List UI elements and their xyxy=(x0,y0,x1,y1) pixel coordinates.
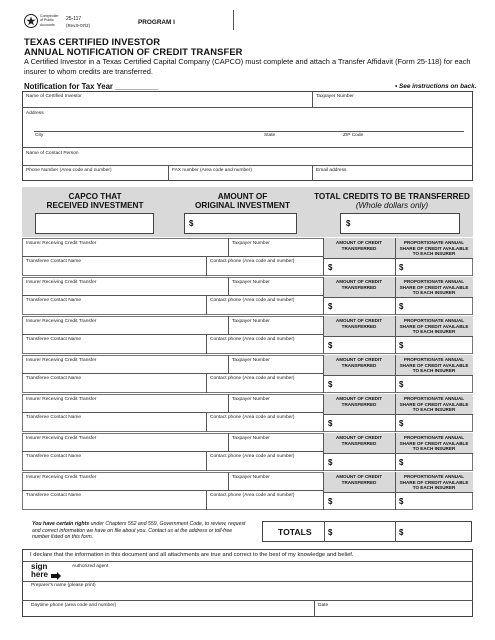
insurer-taxpayer-field[interactable]: Taxpayer Number xyxy=(232,241,270,246)
rights-notice: You have certain rights under Chapters 552 and 559, Government Code, to review, request and correct information we have on file about you. Contact us at the address or toll-free number listed on this form. xyxy=(32,521,246,540)
dollar-sign: $ xyxy=(346,219,351,228)
proportionate-share-input[interactable]: $ xyxy=(399,302,404,311)
contact-person-field[interactable]: Name of Contact Person xyxy=(26,151,79,156)
insurer-name-field[interactable]: Insurer Receiving Credit Transfer xyxy=(26,436,97,441)
contact-phone-field[interactable]: Contact phone (Area code and number) xyxy=(210,376,295,381)
proportionate-share-header: PROPORTIONATE ANNUAL SHARE OF CREDIT AVAILABLE TO EACH INSURER xyxy=(399,240,469,256)
proportionate-share-header: PROPORTIONATE ANNUAL SHARE OF CREDIT AVAILABLE TO EACH INSURER xyxy=(399,279,469,295)
totals-amount-dollar: $ xyxy=(328,528,333,537)
insurer-name-field[interactable]: Insurer Receiving Credit Transfer xyxy=(26,358,97,363)
contact-phone-field[interactable]: Contact phone (Area code and number) xyxy=(210,454,295,459)
transferee-contact-field[interactable]: Transferee Contact Name xyxy=(26,454,82,459)
instructions-note: • See instructions on back. xyxy=(395,83,477,90)
original-investment-header: AMOUNT OF ORIGINAL INVESTMENT xyxy=(195,192,290,211)
totals-label: TOTALS xyxy=(278,527,312,537)
transferee-contact-field[interactable]: Transferee Contact Name xyxy=(26,298,82,303)
transferee-contact-field[interactable]: Transferee Contact Name xyxy=(26,415,82,420)
proportionate-share-header: PROPORTIONATE ANNUAL SHARE OF CREDIT AVAILABLE TO EACH INSURER xyxy=(399,357,469,373)
amount-transferred-input[interactable]: $ xyxy=(328,302,333,311)
contact-phone-field[interactable]: Contact phone (Area code and number) xyxy=(210,493,295,498)
proportionate-share-input[interactable]: $ xyxy=(399,380,404,389)
proportionate-share-input[interactable]: $ xyxy=(399,263,404,272)
insurer-name-field[interactable]: Insurer Receiving Credit Transfer xyxy=(26,475,97,480)
transferee-contact-field[interactable]: Transferee Contact Name xyxy=(26,376,82,381)
insurer-taxpayer-field[interactable]: Taxpayer Number xyxy=(232,397,270,402)
contact-phone-field[interactable]: Contact phone (Area code and number) xyxy=(210,298,295,303)
amount-transferred-header: AMOUNT OF CREDIT TRANSFERRED xyxy=(335,318,383,329)
fax-field[interactable]: FAX number (Area code and number) xyxy=(172,168,252,173)
amount-transferred-input[interactable]: $ xyxy=(328,341,333,350)
preparer-name-field[interactable]: Preparer's name (please print) xyxy=(31,583,96,588)
proportionate-share-input[interactable]: $ xyxy=(399,419,404,428)
form-number: 25-117 xyxy=(66,16,82,22)
contact-phone-field[interactable]: Contact phone (Area code and number) xyxy=(210,259,295,264)
contact-phone-field[interactable]: Contact phone (Area code and number) xyxy=(210,415,295,420)
amount-transferred-header: AMOUNT OF CREDIT TRANSFERRED xyxy=(335,279,383,290)
date-field[interactable]: Date xyxy=(318,603,329,608)
dollar-sign: $ xyxy=(189,219,194,228)
proportionate-share-header: PROPORTIONATE ANNUAL SHARE OF CREDIT AVAILABLE TO EACH INSURER xyxy=(399,396,469,412)
insurer-taxpayer-field[interactable]: Taxpayer Number xyxy=(232,358,270,363)
investor-name-field[interactable]: Name of Certified Investor xyxy=(26,94,82,99)
agency-logo xyxy=(24,14,38,28)
daytime-phone-field[interactable]: Daytime phone (area code and number) xyxy=(31,603,117,608)
amount-transferred-header: AMOUNT OF CREDIT TRANSFERRED xyxy=(335,435,383,446)
investor-taxpayer-field[interactable]: Taxpayer Number xyxy=(316,94,354,99)
address-field[interactable]: Address xyxy=(26,111,44,116)
sign-here-label: sign here xyxy=(31,562,48,579)
declaration: I declare that the information in this document and all attachments are true and correct to the best of my knowledge and belief. xyxy=(30,552,354,558)
amount-transferred-header: AMOUNT OF CREDIT TRANSFERRED xyxy=(335,396,383,407)
arrow-icon xyxy=(51,572,61,580)
tax-year-input[interactable]: __________ xyxy=(115,82,159,91)
form-title-1: TEXAS CERTIFIED INVESTOR xyxy=(24,36,161,47)
form-title-2: ANNUAL NOTIFICATION OF CREDIT TRANSFER xyxy=(24,46,243,57)
amount-transferred-header: AMOUNT OF CREDIT TRANSFERRED xyxy=(335,474,383,485)
form-intro: A Certified Investor in a Texas Certified Capital Company (CAPCO) must complete and attach a Transfer Affidavit (Form 25-118) for each insurer to whom credits are transferred. xyxy=(24,57,471,76)
total-credits-header: TOTAL CREDITS TO BE TRANSFERRED (Whole dollars only) xyxy=(314,192,470,211)
seal-icon xyxy=(25,15,37,27)
amount-transferred-header: AMOUNT OF CREDIT TRANSFERRED xyxy=(335,357,383,368)
amount-transferred-input[interactable]: $ xyxy=(328,458,333,467)
email-field[interactable]: Email address xyxy=(316,168,347,173)
amount-transferred-input[interactable]: $ xyxy=(328,263,333,272)
amount-transferred-input[interactable]: $ xyxy=(328,497,333,506)
insurer-taxpayer-field[interactable]: Taxpayer Number xyxy=(232,475,270,480)
phone-field[interactable]: Phone Number (Area code and number) xyxy=(26,168,112,173)
tax-year-label: Notification for Tax Year __________ xyxy=(24,82,159,91)
header-divider xyxy=(233,10,234,30)
program-label: PROGRAM I xyxy=(138,19,175,26)
insurer-taxpayer-field[interactable]: Taxpayer Number xyxy=(232,319,270,324)
insurer-name-field[interactable]: Insurer Receiving Credit Transfer xyxy=(26,280,97,285)
proportionate-share-header: PROPORTIONATE ANNUAL SHARE OF CREDIT AVAILABLE TO EACH INSURER xyxy=(399,474,469,490)
capco-header: CAPCO THAT RECEIVED INVESTMENT xyxy=(46,192,144,211)
zip-field[interactable]: ZIP Code xyxy=(343,133,364,138)
insurer-taxpayer-field[interactable]: Taxpayer Number xyxy=(232,280,270,285)
proportionate-share-input[interactable]: $ xyxy=(399,341,404,350)
amount-transferred-input[interactable]: $ xyxy=(328,419,333,428)
insurer-name-field[interactable]: Insurer Receiving Credit Transfer xyxy=(26,319,97,324)
proportionate-share-input[interactable]: $ xyxy=(399,497,404,506)
insurer-name-field[interactable]: Insurer Receiving Credit Transfer xyxy=(26,241,97,246)
city-field[interactable]: City xyxy=(35,133,44,138)
contact-phone-field[interactable]: Contact phone (Area code and number) xyxy=(210,337,295,342)
insurer-taxpayer-field[interactable]: Taxpayer Number xyxy=(232,436,270,441)
amount-transferred-input[interactable]: $ xyxy=(328,380,333,389)
state-field[interactable]: State xyxy=(264,133,276,138)
proportionate-share-header: PROPORTIONATE ANNUAL SHARE OF CREDIT AVAILABLE TO EACH INSURER xyxy=(399,318,469,334)
transferee-contact-field[interactable]: Transferee Contact Name xyxy=(26,493,82,498)
proportionate-share-input[interactable]: $ xyxy=(399,458,404,467)
capco-input[interactable] xyxy=(35,213,154,234)
form-revision: (Rev.9-07/2) xyxy=(66,23,91,28)
amount-transferred-header: AMOUNT OF CREDIT TRANSFERRED xyxy=(335,240,383,251)
total-credits-input[interactable] xyxy=(340,213,460,234)
original-investment-input[interactable] xyxy=(184,213,297,234)
insurer-name-field[interactable]: Insurer Receiving Credit Transfer xyxy=(26,397,97,402)
totals-share-dollar: $ xyxy=(399,528,404,537)
transferee-contact-field[interactable]: Transferee Contact Name xyxy=(26,337,82,342)
proportionate-share-header: PROPORTIONATE ANNUAL SHARE OF CREDIT AVAILABLE TO EACH INSURER xyxy=(399,435,469,451)
transferee-contact-field[interactable]: Transferee Contact Name xyxy=(26,259,82,264)
authorized-agent-field[interactable]: Authorized agent xyxy=(72,564,109,569)
agency-name: Comptroller of Public Accounts xyxy=(40,14,59,27)
